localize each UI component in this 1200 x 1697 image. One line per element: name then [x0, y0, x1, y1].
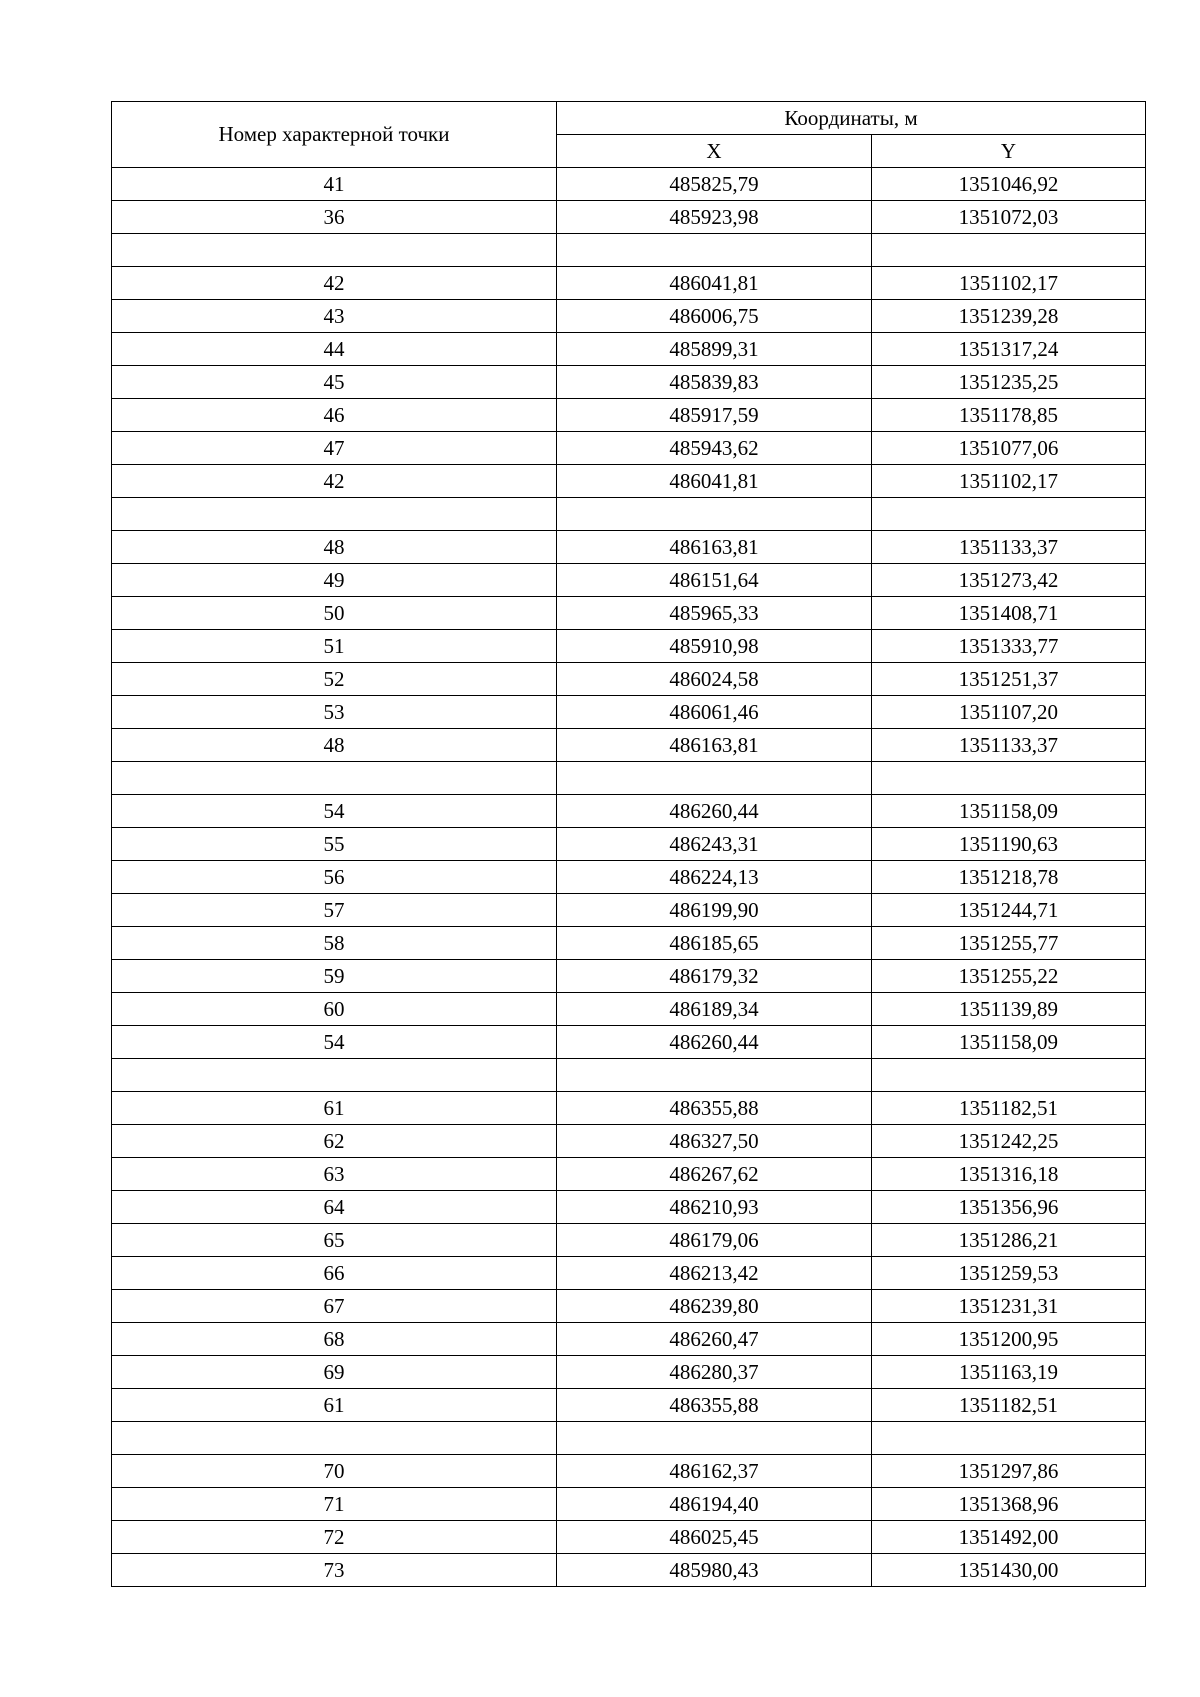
- point-number-cell: 56: [112, 861, 557, 894]
- x-coordinate-cell: 486041,81: [557, 465, 872, 498]
- x-coordinate-cell: 485980,43: [557, 1554, 872, 1587]
- table-row: [112, 201, 1146, 234]
- x-coordinate-cell: 485965,33: [557, 597, 872, 630]
- table-row: [112, 399, 1146, 432]
- y-coordinate-cell: 1351218,78: [872, 861, 1146, 894]
- y-coordinate-cell: 1351200,95: [872, 1323, 1146, 1356]
- point-number-cell: 44: [112, 333, 557, 366]
- point-number-cell: 55: [112, 828, 557, 861]
- point-number-cell: 49: [112, 564, 557, 597]
- y-coordinate-cell: 1351242,25: [872, 1125, 1146, 1158]
- point-number-cell: [112, 1422, 557, 1455]
- y-coordinate-cell: [872, 762, 1146, 795]
- x-coordinate-cell: 486327,50: [557, 1125, 872, 1158]
- x-coordinate-cell: 485923,98: [557, 201, 872, 234]
- point-number-cell: 64: [112, 1191, 557, 1224]
- table-row: [112, 1125, 1146, 1158]
- coordinates-header: Координаты, м: [557, 102, 1146, 135]
- point-number-cell: 73: [112, 1554, 557, 1587]
- table-row: [112, 168, 1146, 201]
- x-coordinate-cell: [557, 762, 872, 795]
- y-coordinate-cell: 1351408,71: [872, 597, 1146, 630]
- point-number-cell: 63: [112, 1158, 557, 1191]
- point-number-cell: 59: [112, 960, 557, 993]
- table-row: [112, 300, 1146, 333]
- point-number-cell: 61: [112, 1092, 557, 1125]
- x-coordinate-cell: 486280,37: [557, 1356, 872, 1389]
- point-number-cell: [112, 762, 557, 795]
- y-coordinate-cell: 1351077,06: [872, 432, 1146, 465]
- x-coordinate-cell: 485917,59: [557, 399, 872, 432]
- x-coordinate-cell: [557, 1422, 872, 1455]
- point-number-cell: 36: [112, 201, 557, 234]
- y-coordinate-cell: [872, 1422, 1146, 1455]
- x-coordinate-cell: 486199,90: [557, 894, 872, 927]
- point-number-cell: [112, 498, 557, 531]
- table-row: [112, 1257, 1146, 1290]
- y-coordinate-cell: 1351430,00: [872, 1554, 1146, 1587]
- point-number-cell: 42: [112, 465, 557, 498]
- y-coordinate-cell: 1351133,37: [872, 729, 1146, 762]
- x-coordinate-cell: 485910,98: [557, 630, 872, 663]
- y-coordinate-cell: 1351239,28: [872, 300, 1146, 333]
- table-row: [112, 663, 1146, 696]
- table-row: [112, 234, 1146, 267]
- coordinates-table: [111, 101, 1146, 1587]
- y-coordinate-cell: 1351139,89: [872, 993, 1146, 1026]
- y-coordinate-cell: 1351286,21: [872, 1224, 1146, 1257]
- table-row: [112, 597, 1146, 630]
- y-coordinate-cell: 1351333,77: [872, 630, 1146, 663]
- y-coordinate-cell: 1351259,53: [872, 1257, 1146, 1290]
- point-number-cell: 48: [112, 729, 557, 762]
- table-row: [112, 1521, 1146, 1554]
- y-coordinate-cell: 1351235,25: [872, 366, 1146, 399]
- y-coordinate-cell: 1351107,20: [872, 696, 1146, 729]
- table-row: [112, 333, 1146, 366]
- x-coordinate-cell: 486260,44: [557, 1026, 872, 1059]
- point-number-cell: 62: [112, 1125, 557, 1158]
- point-number-cell: 71: [112, 1488, 557, 1521]
- y-coordinate-cell: [872, 234, 1146, 267]
- x-coordinate-cell: 486179,32: [557, 960, 872, 993]
- table-row: [112, 366, 1146, 399]
- point-number-cell: 54: [112, 795, 557, 828]
- y-coordinate-cell: [872, 1059, 1146, 1092]
- point-number-cell: 47: [112, 432, 557, 465]
- table-row: [112, 861, 1146, 894]
- point-number-cell: 69: [112, 1356, 557, 1389]
- x-coordinate-cell: 486260,47: [557, 1323, 872, 1356]
- point-number-cell: 45: [112, 366, 557, 399]
- table-row: [112, 564, 1146, 597]
- point-number-cell: 57: [112, 894, 557, 927]
- table-row: [112, 531, 1146, 564]
- point-number-cell: 48: [112, 531, 557, 564]
- x-coordinate-cell: 486024,58: [557, 663, 872, 696]
- table-row: [112, 729, 1146, 762]
- table-row: [112, 1356, 1146, 1389]
- point-number-cell: 70: [112, 1455, 557, 1488]
- table-row: [112, 960, 1146, 993]
- y-coordinate-cell: 1351255,77: [872, 927, 1146, 960]
- table-row: [112, 432, 1146, 465]
- x-coordinate-cell: 485899,31: [557, 333, 872, 366]
- x-coordinate-cell: 485839,83: [557, 366, 872, 399]
- table-row: [112, 1323, 1146, 1356]
- table-row: [112, 927, 1146, 960]
- point-number-cell: 61: [112, 1389, 557, 1422]
- point-number-cell: 66: [112, 1257, 557, 1290]
- point-number-cell: 68: [112, 1323, 557, 1356]
- point-number-cell: 42: [112, 267, 557, 300]
- x-coordinate-cell: 486355,88: [557, 1389, 872, 1422]
- x-coordinate-cell: [557, 1059, 872, 1092]
- table-row: [112, 1455, 1146, 1488]
- x-coordinate-cell: 486189,34: [557, 993, 872, 1026]
- y-coordinate-cell: 1351297,86: [872, 1455, 1146, 1488]
- x-coordinate-cell: 486163,81: [557, 531, 872, 564]
- x-coordinate-cell: 486194,40: [557, 1488, 872, 1521]
- point-number-cell: 60: [112, 993, 557, 1026]
- x-coordinate-cell: 486239,80: [557, 1290, 872, 1323]
- table-row: [112, 993, 1146, 1026]
- y-coordinate-cell: 1351158,09: [872, 1026, 1146, 1059]
- x-coordinate-cell: 486355,88: [557, 1092, 872, 1125]
- x-coordinate-cell: 486041,81: [557, 267, 872, 300]
- table-body: [112, 168, 1146, 1587]
- y-coordinate-cell: 1351255,22: [872, 960, 1146, 993]
- table-row: [112, 1158, 1146, 1191]
- table-row: [112, 1092, 1146, 1125]
- table-row: [112, 1191, 1146, 1224]
- point-number-header: Номер характерной точки: [112, 102, 557, 168]
- table-header-row: [112, 102, 1146, 135]
- point-number-cell: 41: [112, 168, 557, 201]
- y-coordinate-cell: 1351182,51: [872, 1389, 1146, 1422]
- point-number-cell: 51: [112, 630, 557, 663]
- point-number-cell: 50: [112, 597, 557, 630]
- point-number-cell: [112, 1059, 557, 1092]
- point-number-cell: 43: [112, 300, 557, 333]
- x-coordinate-cell: [557, 498, 872, 531]
- table-row: [112, 630, 1146, 663]
- y-coordinate-cell: 1351251,37: [872, 663, 1146, 696]
- x-coordinate-cell: 486260,44: [557, 795, 872, 828]
- y-coordinate-cell: 1351158,09: [872, 795, 1146, 828]
- table-row: [112, 795, 1146, 828]
- table-row: [112, 1290, 1146, 1323]
- point-number-cell: 67: [112, 1290, 557, 1323]
- x-coordinate-cell: 486163,81: [557, 729, 872, 762]
- y-header: Y: [872, 135, 1146, 168]
- point-number-cell: 58: [112, 927, 557, 960]
- x-coordinate-cell: 486061,46: [557, 696, 872, 729]
- table-row: [112, 696, 1146, 729]
- table-row: [112, 828, 1146, 861]
- point-number-cell: 52: [112, 663, 557, 696]
- y-coordinate-cell: 1351182,51: [872, 1092, 1146, 1125]
- y-coordinate-cell: 1351133,37: [872, 531, 1146, 564]
- y-coordinate-cell: 1351356,96: [872, 1191, 1146, 1224]
- table-row: [112, 1224, 1146, 1257]
- y-coordinate-cell: 1351368,96: [872, 1488, 1146, 1521]
- table-row: [112, 762, 1146, 795]
- table-row: [112, 1026, 1146, 1059]
- x-coordinate-cell: 486224,13: [557, 861, 872, 894]
- y-coordinate-cell: 1351492,00: [872, 1521, 1146, 1554]
- y-coordinate-cell: 1351102,17: [872, 465, 1146, 498]
- table-row: [112, 498, 1146, 531]
- y-coordinate-cell: 1351163,19: [872, 1356, 1146, 1389]
- x-coordinate-cell: 486210,93: [557, 1191, 872, 1224]
- y-coordinate-cell: 1351046,92: [872, 168, 1146, 201]
- x-coordinate-cell: 486162,37: [557, 1455, 872, 1488]
- table-row: [112, 1059, 1146, 1092]
- y-coordinate-cell: [872, 498, 1146, 531]
- x-coordinate-cell: 486185,65: [557, 927, 872, 960]
- x-coordinate-cell: 485943,62: [557, 432, 872, 465]
- table-row: [112, 1554, 1146, 1587]
- x-header: X: [557, 135, 872, 168]
- x-coordinate-cell: 485825,79: [557, 168, 872, 201]
- table-row: [112, 267, 1146, 300]
- y-coordinate-cell: 1351317,24: [872, 333, 1146, 366]
- y-coordinate-cell: 1351190,63: [872, 828, 1146, 861]
- y-coordinate-cell: 1351102,17: [872, 267, 1146, 300]
- y-coordinate-cell: 1351273,42: [872, 564, 1146, 597]
- point-number-cell: 54: [112, 1026, 557, 1059]
- table-row: [112, 894, 1146, 927]
- x-coordinate-cell: 486267,62: [557, 1158, 872, 1191]
- point-number-cell: 72: [112, 1521, 557, 1554]
- table-row: [112, 1422, 1146, 1455]
- x-coordinate-cell: 486151,64: [557, 564, 872, 597]
- y-coordinate-cell: 1351178,85: [872, 399, 1146, 432]
- y-coordinate-cell: 1351244,71: [872, 894, 1146, 927]
- y-coordinate-cell: 1351316,18: [872, 1158, 1146, 1191]
- point-number-cell: 46: [112, 399, 557, 432]
- x-coordinate-cell: 486006,75: [557, 300, 872, 333]
- y-coordinate-cell: 1351231,31: [872, 1290, 1146, 1323]
- y-coordinate-cell: 1351072,03: [872, 201, 1146, 234]
- table-row: [112, 1389, 1146, 1422]
- point-number-cell: 65: [112, 1224, 557, 1257]
- x-coordinate-cell: 486243,31: [557, 828, 872, 861]
- table-row: [112, 1488, 1146, 1521]
- x-coordinate-cell: [557, 234, 872, 267]
- table-row: [112, 465, 1146, 498]
- x-coordinate-cell: 486025,45: [557, 1521, 872, 1554]
- x-coordinate-cell: 486213,42: [557, 1257, 872, 1290]
- point-number-cell: 53: [112, 696, 557, 729]
- x-coordinate-cell: 486179,06: [557, 1224, 872, 1257]
- point-number-cell: [112, 234, 557, 267]
